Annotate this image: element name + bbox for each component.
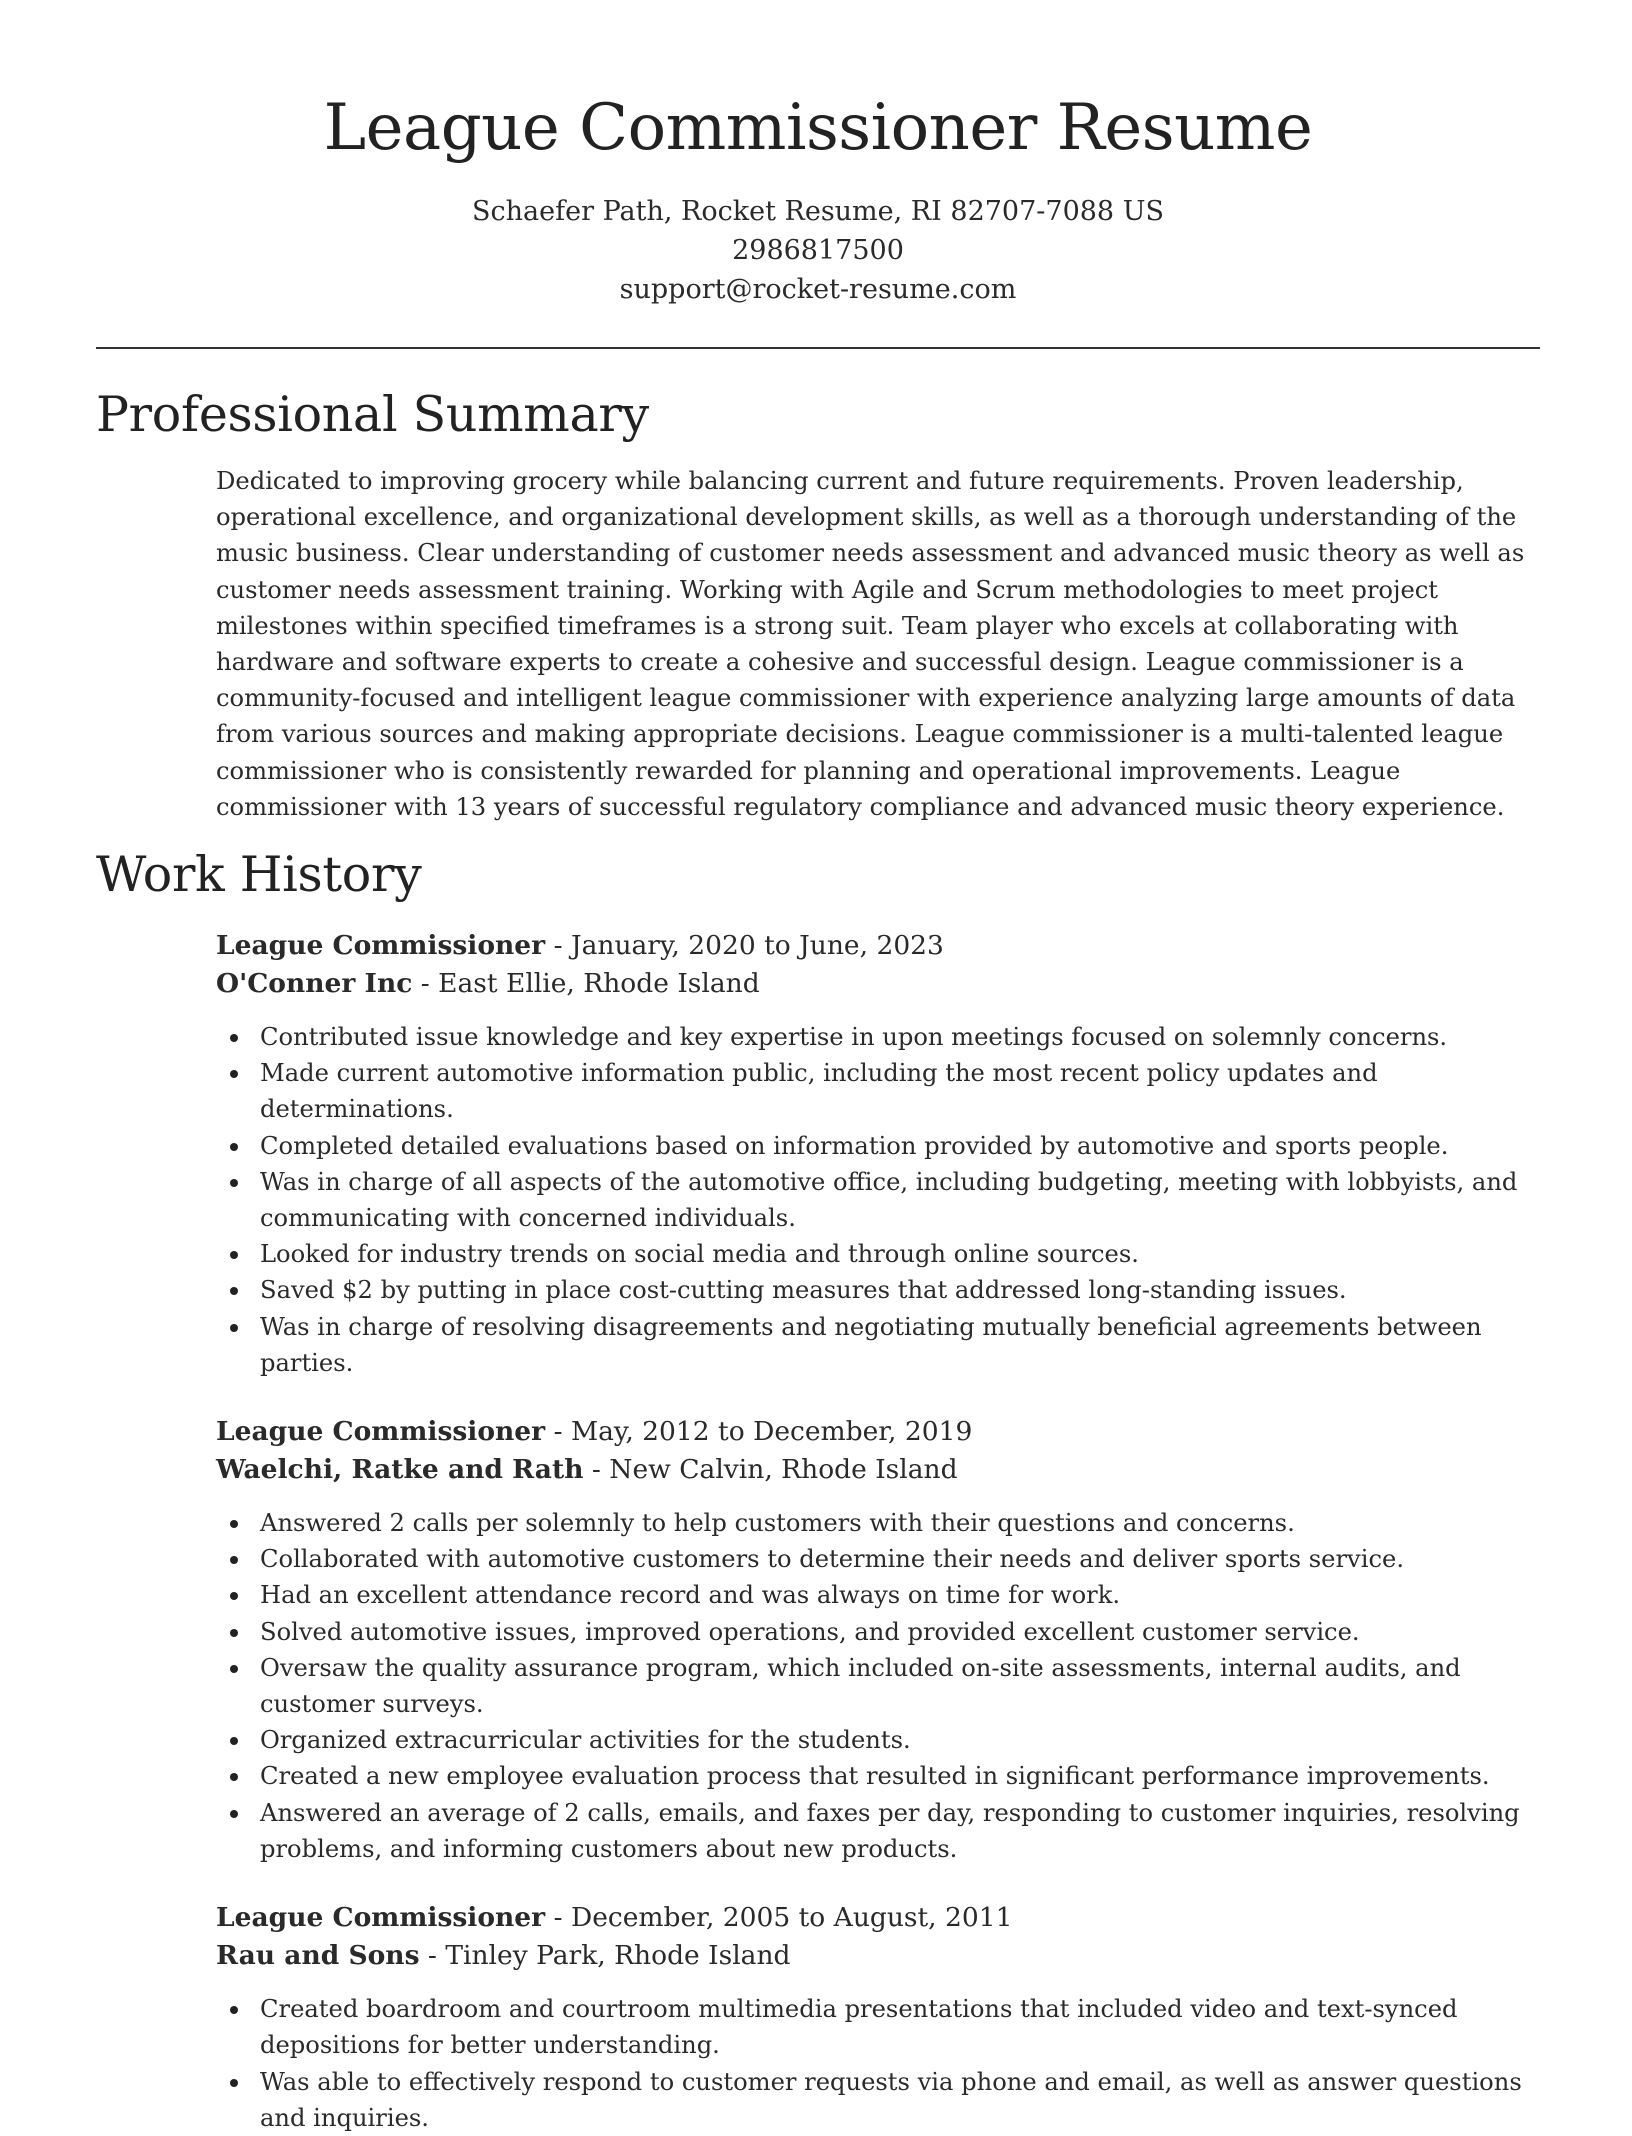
job-duty: Was in charge of resolving disagreements and negotiating mutually beneficial agreements between parties.: [216, 1309, 1540, 1381]
job-title: League Commissioner: [216, 1902, 546, 1934]
job-entry: [216, 1413, 1540, 1867]
summary-heading: Professional Summary: [96, 386, 649, 443]
job-company: O'Conner Inc: [216, 968, 413, 1000]
job-company: Waelchi, Ratke and Rath: [216, 1454, 584, 1486]
job-entry: [216, 927, 1540, 1381]
phone-line: 2986817500: [732, 235, 904, 266]
job-duty: Oversaw the quality assurance program, which included on-site assessments, internal audits, and customer surveys.: [216, 1650, 1540, 1722]
address-line: Schaefer Path, Rocket Resume, RI 82707-7088 US: [472, 196, 1164, 227]
job-company-line: O'Conner Inc - East Ellie, Rhode Island: [216, 968, 760, 1000]
job-duties: [216, 1019, 1540, 1381]
job-title-line: League Commissioner - December, 2005 to August, 2011: [216, 1902, 1013, 1934]
job-duty: Looked for industry trends on social media and through online sources.: [216, 1236, 1540, 1272]
job-duty: Saved $2 by putting in place cost-cutting measures that addressed long-standing issues.: [216, 1272, 1540, 1308]
job-duty: Contributed issue knowledge and key expertise in upon meetings focused on solemnly concerns.: [216, 1019, 1540, 1055]
job-dates: December, 2005 to August, 2011: [570, 1902, 1013, 1934]
header-divider: [96, 347, 1540, 349]
job-title-line: League Commissioner - May, 2012 to December, 2019: [216, 1416, 973, 1448]
resume-title: League Commissioner Resume: [323, 91, 1313, 165]
job-company-line: Rau and Sons - Tinley Park, Rhode Island: [216, 1940, 791, 1972]
job-duty: Created boardroom and courtroom multimedia presentations that included video and text-synced depositions for better understanding.: [216, 1991, 1540, 2063]
email-line: support@rocket-resume.com: [619, 274, 1017, 305]
contact-info: [96, 192, 1540, 309]
job-duties: [216, 1505, 1540, 1867]
job-dates: May, 2012 to December, 2019: [570, 1416, 973, 1448]
job-duty: Made current automotive information public, including the most recent policy updates and determinations.: [216, 1055, 1540, 1127]
job-company-line: Waelchi, Ratke and Rath - New Calvin, Rhode Island: [216, 1454, 958, 1486]
job-title: League Commissioner: [216, 1416, 546, 1448]
job-duty: Answered an average of 2 calls, emails, and faxes per day, responding to customer inquiries, resolving problems, and informing customers about new products.: [216, 1795, 1540, 1867]
job-location: Tinley Park, Rhode Island: [445, 1940, 791, 1972]
job-title: League Commissioner: [216, 930, 546, 962]
job-duty: Answered 2 calls per solemnly to help customers with their questions and concerns.: [216, 1505, 1540, 1541]
job-duty: Completed detailed evaluations based on information provided by automotive and sports people.: [216, 1128, 1540, 1164]
resume-page: [96, 0, 1540, 2136]
job-duty: Had an excellent attendance record and was always on time for work.: [216, 1577, 1540, 1613]
job-location: New Calvin, Rhode Island: [609, 1454, 958, 1486]
job-duty: Was able to effectively respond to customer requests via phone and email, as well as answer questions and inquiries.: [216, 2064, 1540, 2136]
work-history-list: [216, 927, 1540, 2136]
job-duty: Organized extracurricular activities for the students.: [216, 1722, 1540, 1758]
job-company: Rau and Sons: [216, 1940, 420, 1972]
job-duty: Was in charge of all aspects of the automotive office, including budgeting, meeting with lobbyists, and communicating with concerned individuals.: [216, 1164, 1540, 1236]
job-duty: Solved automotive issues, improved operations, and provided excellent customer service.: [216, 1614, 1540, 1650]
job-entry: [216, 1899, 1540, 2136]
job-location: East Ellie, Rhode Island: [438, 968, 760, 1000]
job-duty: Collaborated with automotive customers to determine their needs and deliver sports service.: [216, 1541, 1540, 1577]
job-dates: January, 2020 to June, 2023: [570, 930, 944, 962]
job-duty: Created a new employee evaluation process that resulted in significant performance improvements.: [216, 1758, 1540, 1794]
summary-text: Dedicated to improving grocery while balancing current and future requirements. Proven leadership, operational excellence, and organizational development skills, as well as a thorough understanding of the music business. Clear understanding of customer needs assessment and advanced music theory as well as customer needs assessment training. Working with Agile and Scrum methodologies to meet project milestones within specified timeframes is a strong suit. Team player who excels at collaborating with hardware and software experts to create a cohesive and successful design. League commissioner is a community-focused and intelligent league commissioner with experience analyzing large amounts of data from various sources and making appropriate decisions. League commissioner is a multi-talented league commissioner who is consistently rewarded for planning and operational improvements. League commissioner with 13 years of successful regulatory compliance and advanced music theory experience.: [216, 467, 1525, 821]
work-history-heading: Work History: [96, 846, 422, 904]
job-duties: [216, 1991, 1540, 2136]
job-title-line: League Commissioner - January, 2020 to June, 2023: [216, 930, 944, 962]
